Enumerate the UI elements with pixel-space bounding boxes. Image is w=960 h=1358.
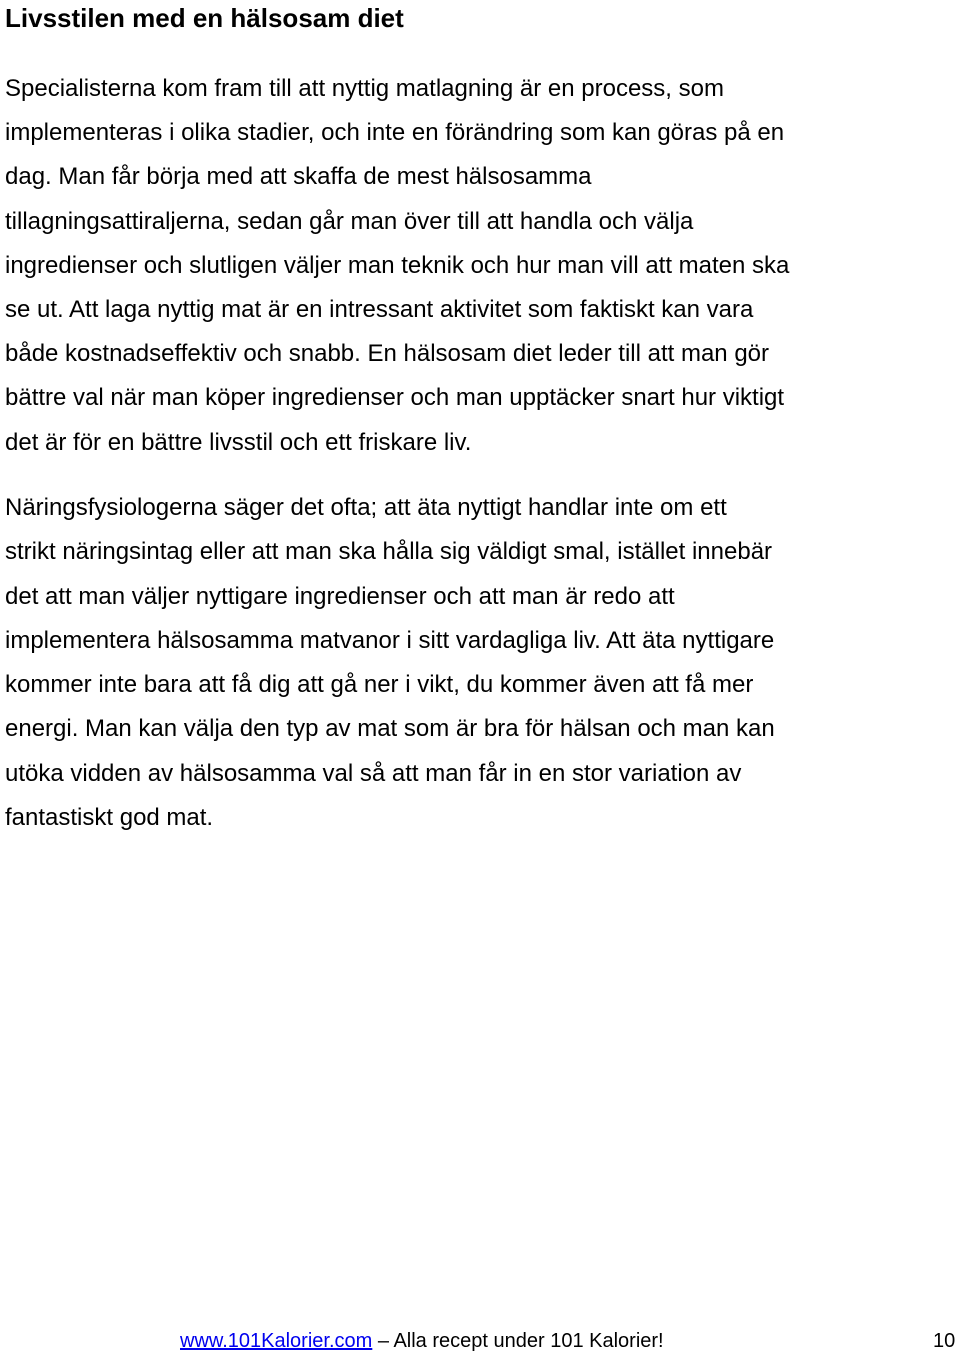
text-line: Specialisterna kom fram till att nyttig matlagning är en process, som [5, 75, 724, 102]
page-title: Livsstilen med en hälsosam diet [5, 3, 404, 33]
text-line: se ut. Att laga nyttig mat är en intressant aktivitet som faktiskt kan vara [5, 296, 754, 324]
text-line: implementeras i olika stadier, och inte en förändring som kan göras på en [5, 119, 785, 147]
paragraph-1 [5, 67, 789, 465]
text-line: dag. Man får börja med att skaffa de mest hälsosamma [5, 163, 592, 191]
text-line: både kostnadseffektiv och snabb. En hälsosam diet leder till att man gör [5, 340, 770, 368]
text-line: fantastiskt god mat. [5, 803, 214, 831]
text-line: implementera hälsosamma matvanor i sitt vardagliga liv. Att äta nyttigare [5, 626, 775, 654]
website-link[interactable]: www.101Kalorier.com [180, 1330, 373, 1352]
text-line: det är för en bättre livsstil och ett friskare liv. [5, 428, 472, 456]
text-line: utöka vidden av hälsosamma val så att man får in en stor variation av [5, 759, 742, 787]
text-line: ingredienser och slutligen väljer man teknik och hur man vill att maten ska [5, 251, 790, 279]
text-line: tillagningsattiraljerna, sedan går man över till att handla och välja [5, 207, 694, 235]
page-footer [180, 1327, 664, 1355]
paragraph-2 [5, 486, 775, 840]
text-line: det att man väljer nyttigare ingredienser och att man är redo att [5, 582, 675, 610]
footer-tagline: – Alla recept under 101 Kalorier! [372, 1330, 664, 1352]
text-line: kommer inte bara att få dig att gå ner i vikt, du kommer även att få mer [5, 671, 754, 698]
text-line: energi. Man kan välja den typ av mat som är bra för hälsan och man kan [5, 715, 775, 743]
text-line: Näringsfysiologerna säger det ofta; att äta nyttigt handlar inte om ett [5, 494, 727, 521]
text-line: bättre val när man köper ingredienser och man upptäcker snart hur viktigt [5, 384, 785, 412]
page-number: 10 [933, 1330, 956, 1352]
text-line: strikt näringsintag eller att man ska hålla sig väldigt smal, istället innebär [5, 538, 773, 566]
